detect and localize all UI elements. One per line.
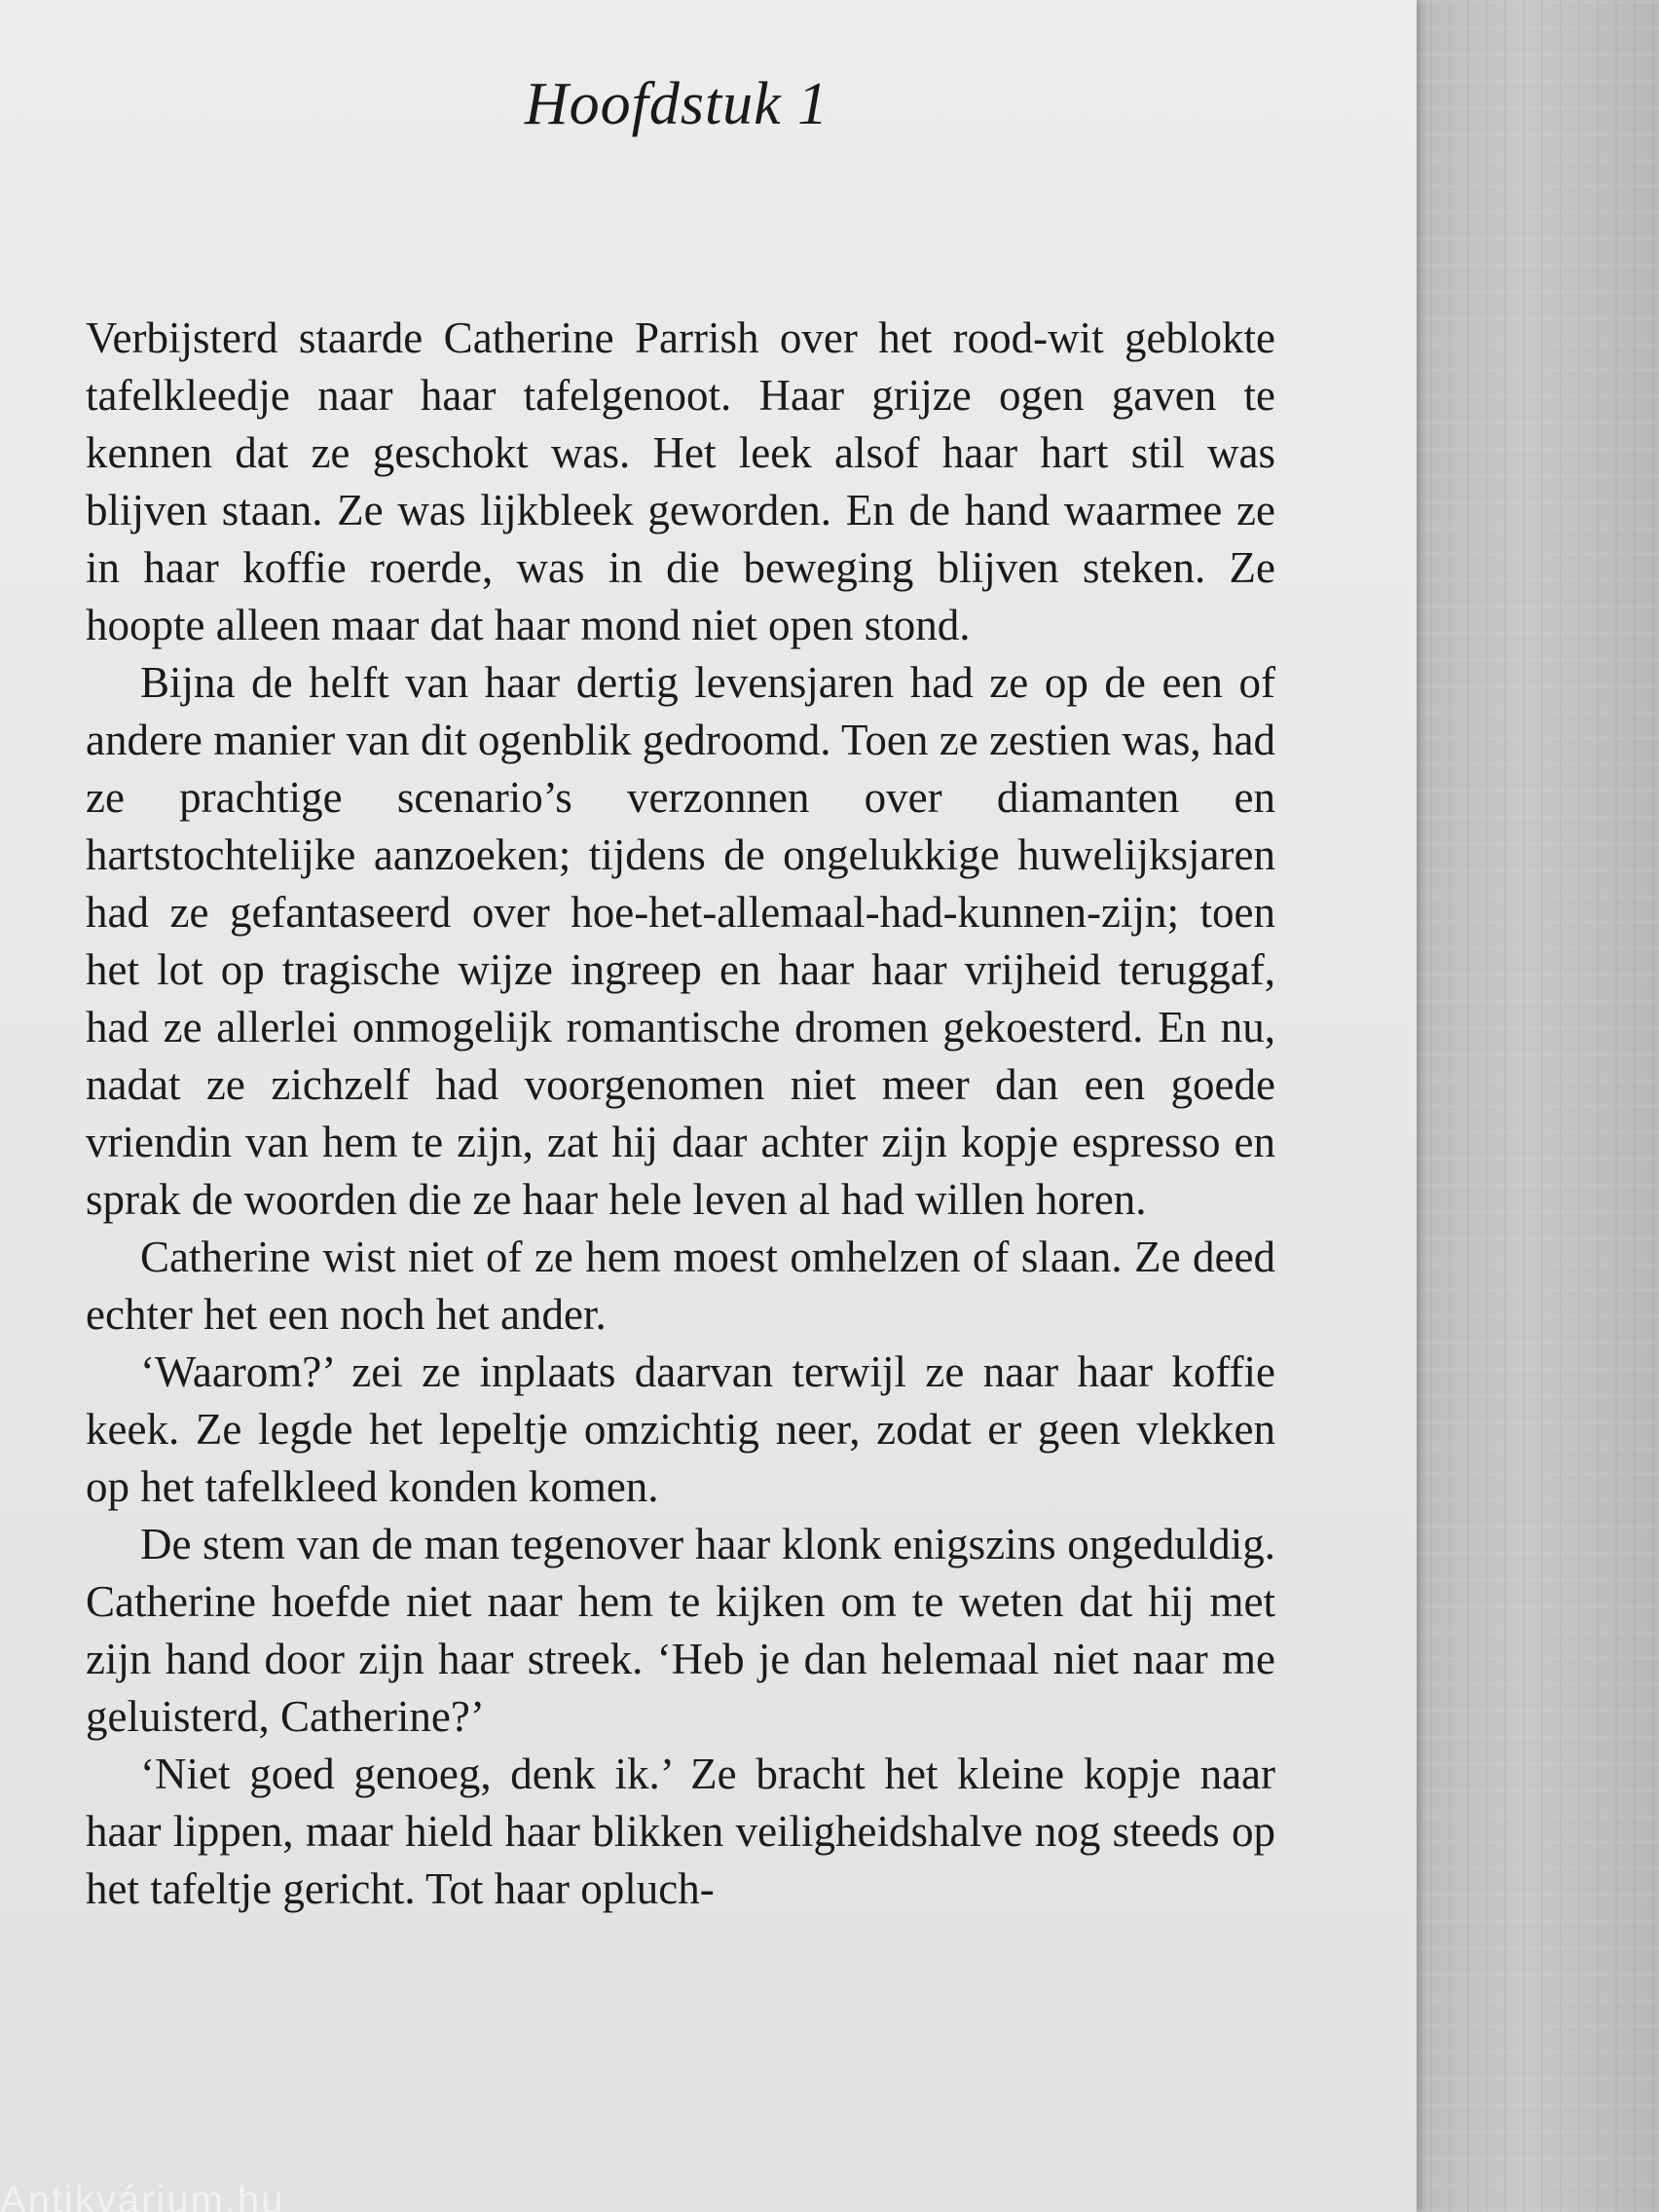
paragraph-2: Bijna de helft van haar dertig levensjaren had ze op de een of andere manier van dit ogenblik gedroomd. Toen ze zestien was, had ze prachtige scenario’s verzonnen over diamanten en hartstochtelijke aanzoeken; tijdens de ongelukkige huwelijksjaren had ze gefantaseerd over hoe-het-allemaal-had-kunnen-zijn; toen het lot op tragische wijze ingreep en haar haar vrijheid teruggaf, had ze allerlei onmogelijk romantische dromen gekoesterd. En nu, nadat ze zichzelf had voorgenomen niet meer dan een goede vriendin van hem te zijn, zat hij daar achter zijn kopje espresso en sprak de woorden die ze haar hele leven al had willen horen. — [86, 658, 1275, 1224]
background-surface — [1412, 0, 1659, 2212]
paragraph-5: De stem van de man tegenover haar klonk enigszins ongeduldig. Catherine hoefde niet naar hem te kijken om te weten dat hij met zijn hand door zijn haar streek. ‘Heb je dan helemaal niet naar me geluisterd, Catherine?’ — [86, 1520, 1275, 1741]
body-text — [86, 310, 1275, 2091]
paragraph-3: Catherine wist niet of ze hem moest omhelzen of slaan. Ze deed echter het een noch het ander. — [86, 1233, 1275, 1339]
watermark: Antikvárium.hu — [0, 2179, 285, 2212]
paragraph-6: ‘Niet goed genoeg, denk ik.’ Ze bracht het kleine kopje naar haar lippen, maar hield haar blikken veiligheidshalve nog steeds op het tafeltje gericht. Tot haar opluch- — [86, 1750, 1275, 1913]
chapter-title: Hoofdstuk 1 — [524, 71, 830, 137]
paragraph-1: Verbijsterd staarde Catherine Parrish over het rood-wit geblokte tafelkleedje naar haar tafelgenoot. Haar grijze ogen gaven te kennen dat ze geschokt was. Het leek alsof haar hart stil was blijven staan. Ze was lijkbleek geworden. En de hand waarmee ze in haar koffie roerde, was in die beweging blijven steken. Ze hoopte alleen maar dat haar mond niet open stond. — [86, 313, 1275, 649]
paragraph-4: ‘Waarom?’ zei ze inplaats daarvan terwijl ze naar haar koffie keek. Ze legde het lepeltje omzichtig neer, zodat er geen vlekken op het tafelkleed konden komen. — [86, 1347, 1275, 1511]
